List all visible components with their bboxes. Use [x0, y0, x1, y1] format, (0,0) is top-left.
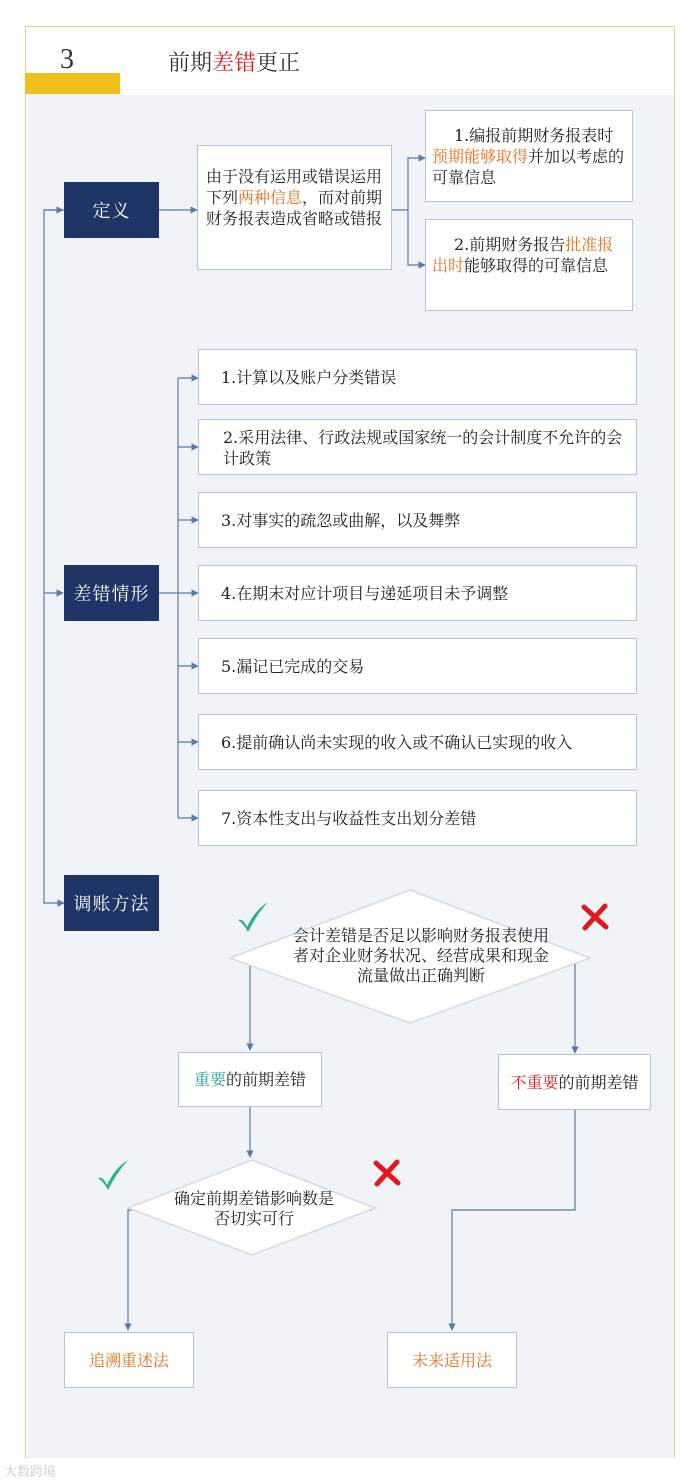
watermark: 大数跨境	[4, 1465, 57, 1480]
definition-info2-post: 能够取得的可靠信息	[464, 256, 609, 275]
definition-info2-box	[425, 219, 633, 311]
category-situations: 差错情形	[64, 565, 159, 621]
definition-main-box	[197, 145, 392, 270]
category-method: 调账方法	[64, 875, 159, 931]
situation-item-2	[198, 419, 637, 475]
definition-info1-highlight: 预期能够取得	[432, 147, 529, 166]
definition-info2-pre: 2.前期财务报告	[454, 235, 566, 254]
section-number: 3	[60, 44, 74, 75]
definition-main-pre: 由于没有运用或错误运用下列	[206, 167, 383, 207]
unimportant-highlight: 不重要	[510, 1072, 559, 1092]
title-part1: 前期	[168, 51, 213, 76]
check-icon	[235, 900, 271, 934]
definition-info1-pre: 1.编报前期财务报表时	[454, 126, 614, 145]
situation-item-6	[198, 714, 637, 770]
situation-item-label: 2.采用法律、行政法规或国家统一的会计制度不允许的会计政策	[223, 427, 623, 468]
cross-icon	[580, 902, 610, 932]
situation-item-label: 7.资本性支出与收益性支出划分差错	[221, 808, 477, 828]
important-error-box	[178, 1052, 322, 1107]
situation-item-label: 5.漏记已完成的交易	[221, 656, 365, 676]
situation-item-3	[198, 492, 637, 548]
definition-info1-post: 并加以考虑的可靠信息	[432, 147, 625, 187]
important-post: 的前期差错	[226, 1070, 307, 1089]
definition-info1-box	[425, 110, 633, 202]
important-highlight: 重要	[193, 1070, 226, 1089]
unimportant-post: 的前期差错	[558, 1072, 639, 1092]
situation-item-label: 3.对事实的疏忽或曲解，以及舞弊	[221, 510, 461, 530]
title-highlight: 差错	[212, 51, 257, 76]
check-icon	[95, 1158, 131, 1192]
prospective-method-box: 未来适用法	[387, 1332, 517, 1388]
situation-item-1	[198, 349, 637, 405]
situation-item-label: 6.提前确认尚未实现的收入或不确认已实现的收入	[221, 732, 573, 752]
decision-question-2: 确定前期差错影响数是否切实可行	[173, 1189, 334, 1228]
situation-item-4	[198, 565, 637, 621]
definition-main-highlight: 两种信息	[238, 188, 303, 207]
cross-icon	[372, 1158, 402, 1188]
situation-item-5	[198, 638, 637, 694]
definition-info2-highlight: 批准报出时	[432, 235, 614, 275]
retrospective-method-box: 追溯重述法	[64, 1332, 194, 1388]
unimportant-error-box	[498, 1054, 651, 1110]
situation-item-label: 4.在期末对应计项目与递延项目未予调整	[221, 583, 509, 603]
situation-item-label: 1.计算以及账户分类错误	[221, 367, 397, 387]
decision-question-1: 会计差错是否足以影响财务报表使用者对企业财务状况、经营成果和现金流量做出正确判断	[292, 926, 549, 985]
situation-item-7	[198, 790, 637, 846]
definition-main-post: ，而对前期财务报表造成省略或错报	[206, 188, 383, 228]
title-part2: 更正	[256, 51, 301, 76]
category-definition: 定义	[64, 182, 159, 238]
